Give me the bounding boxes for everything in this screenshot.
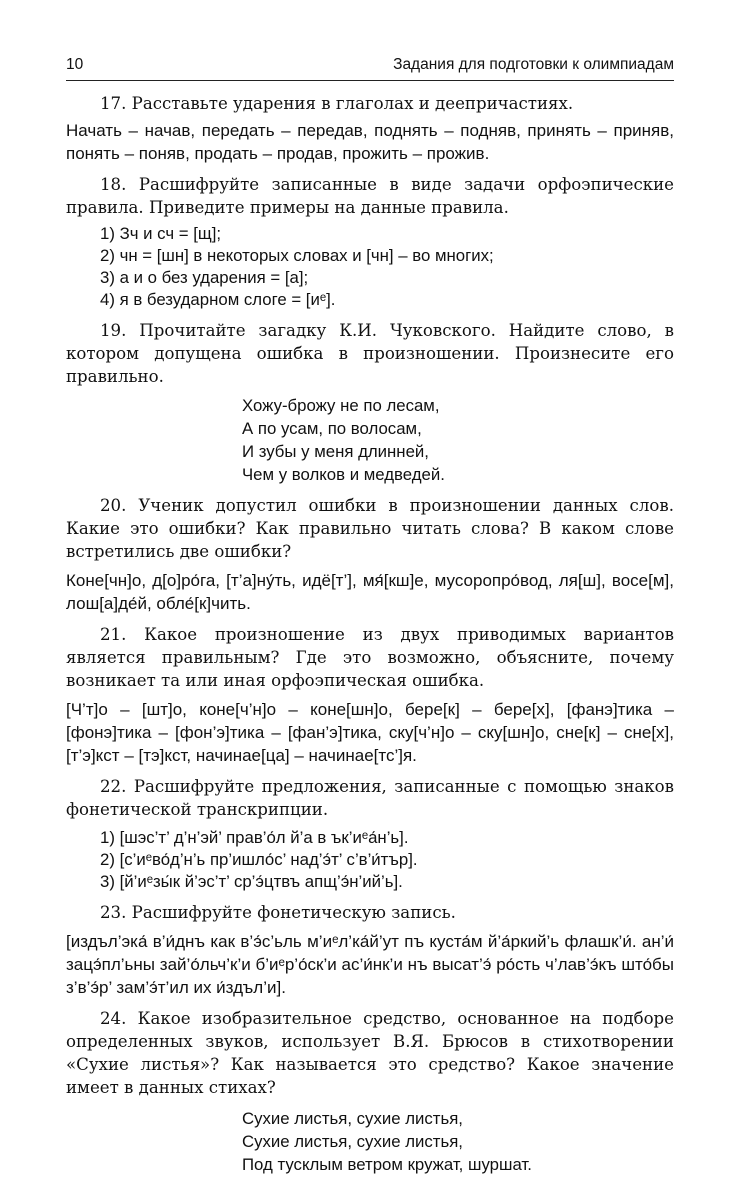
- task-18-heading: 18. Расшифруйте записанные в виде задачи орфоэпические правила. Приведите примеры на данные правила.: [66, 175, 674, 217]
- task-23-transcription: [издъл’эка́ в’и́днъ как в’э́с’ьль м’иᵉл’ка́й’ут пъ куста́м й’а́ркий’ь флашк’и́. ан’и́ зацэ́пл’ьны зай’о́льч’к’и б’иᵉр’о́ск’и ас’и́нк’и нъ высат’э́ ро́сть ч’лав’э́къ што́бы з’в’э́р’ зам’э́т’ил их и́здъл’и].: [66, 932, 674, 997]
- list-item: 4) я в безударном слоге = [иᵉ].: [100, 290, 336, 309]
- list-item: 3) а и о без ударения = [а];: [100, 268, 309, 287]
- list-item: 1) [шэс’т’ д’н’эй’ прав’о́л й’а в ък’иᵉа́н’ь].: [100, 828, 409, 847]
- poem-line: И зубы у меня длинней,: [242, 442, 429, 461]
- task-21-variants: [Ч’т]о – [шт]о, коне[ч’н]о – коне[шн]о, бере[к] – бере[х], [фанэ]тика – [фонэ]тика – [фон’э]тика – [фан’э]тика, ску[ч’н]о – ску[шн]о, сне[к] – сне[х], [т’э]кст – [тэ]кст, начинае[ца] – начинае[тс’]я.: [66, 700, 674, 765]
- task-24-poem: [66, 1107, 674, 1176]
- poem-line: Хожу-брожу не по лесам,: [242, 396, 440, 415]
- poem-line: Под тусклым ветром кружат, шуршат.: [242, 1155, 532, 1174]
- task-20-words: Коне[чн]о, д[о]ро́га, [т’а]ну́ть, идё[т’], мя́[кш]е, мусоропро́вод, ля[ш], восе[м], лош[а]де́й, обле́[к]чить.: [66, 571, 674, 613]
- poem-line: Чем у волков и медведей.: [242, 465, 445, 484]
- poem-line: Сухие листья, сухие листья,: [242, 1109, 463, 1128]
- list-item: 2) [с’иᵉво́д’н’ь пр’ишло́с’ над’э́т’ с’в’и́тър].: [100, 850, 418, 869]
- list-item: 3) [й’иᵉзы́к й’эс’т’ ср’э́цтвъ апщ’э́н’ий’ь].: [100, 872, 403, 891]
- task-19-riddle: [66, 394, 674, 486]
- task-22-heading: 22. Расшифруйте предложения, записанные с помощью знаков фонетической транскрипции.: [66, 777, 674, 819]
- task-23-heading: 23. Расшифруйте фонетическую запись.: [100, 903, 456, 922]
- list-item: 2) чн = [шн] в некоторых словах и [чн] – во многих;: [100, 246, 494, 265]
- task-21-heading: 21. Какое произношение из двух приводимых вариантов является правильным? Где это возможно, объясните, почему возникает та или иная орфоэпическая ошибка.: [66, 625, 674, 690]
- list-item: 1) Зч и сч = [щ];: [100, 224, 222, 243]
- running-header: [66, 56, 674, 81]
- poem-line: А по усам, по волосам,: [242, 419, 422, 438]
- page-number: 10: [66, 56, 84, 73]
- task-17-heading: 17. Расставьте ударения в глаголах и деепричастиях.: [100, 94, 574, 113]
- task-20-heading: 20. Ученик допустил ошибки в произношении данных слов. Какие это ошибки? Как правильно читать слова? В каком слове встретились две ошибки?: [66, 496, 674, 561]
- task-19-heading: 19. Прочитайте загадку К.И. Чуковского. Найдите слово, в котором допущена ошибка в произношении. Произнесите его правильно.: [66, 321, 674, 386]
- running-title: Задания для подготовки к олимпиадам: [393, 56, 674, 73]
- page-body: [66, 92, 674, 1176]
- task-17-words: Начать – начав, передать – передав, поднять – подняв, принять – приняв, понять – поняв, продать – продав, прожить – прожив.: [66, 121, 674, 163]
- task-22-transcriptions: [66, 827, 674, 893]
- task-18-rules: [66, 223, 674, 311]
- task-24-heading: 24. Какое изобразительное средство, основанное на подборе определенных звуков, использует В.Я. Брюсов в стихотворении «Сухие листья»? Как называется это средство? Какое значение имеет в данных стихах?: [66, 1009, 674, 1097]
- poem-line: Сухие листья, сухие листья,: [242, 1132, 463, 1151]
